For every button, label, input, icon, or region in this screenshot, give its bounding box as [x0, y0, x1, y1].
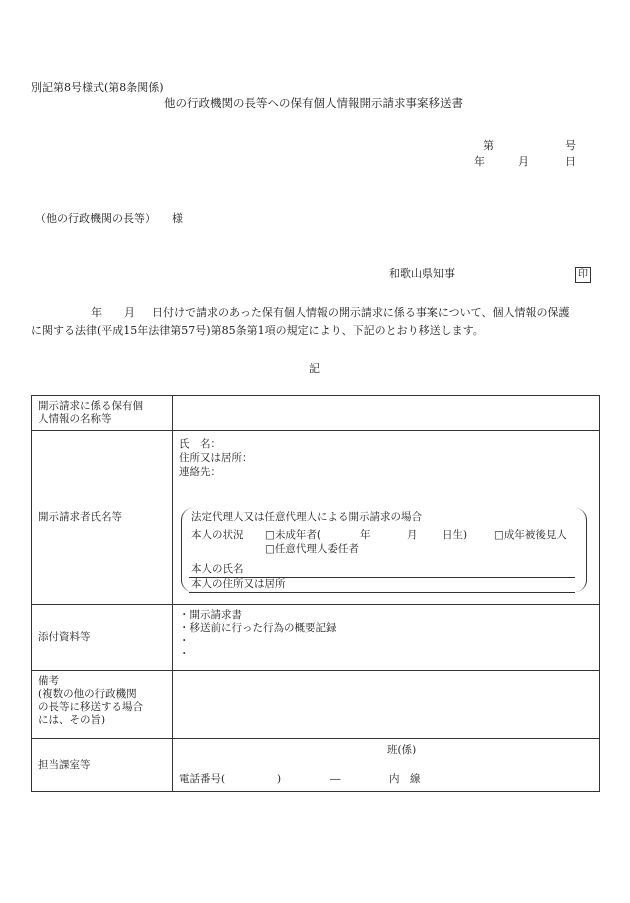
attachment-item: ・開示請求書	[179, 609, 242, 621]
label-contact-office-text: 担当課室等	[38, 758, 91, 771]
row-contact-office	[32, 739, 600, 792]
attachment-item: ・移送前に行った行為の概要記録	[179, 622, 337, 634]
ref-go: 号	[565, 139, 576, 152]
ref-dai: 第	[483, 139, 494, 152]
date-year: 年	[474, 155, 485, 168]
agent-heading: 法定代理人又は任意代理人による開示請求の場合	[191, 511, 422, 523]
label-remarks	[32, 671, 173, 739]
phone-dash: ―	[330, 773, 341, 785]
principal-address-label: 本人の住所又は居所	[191, 578, 286, 590]
principal-address-line	[189, 592, 575, 593]
value-requester[interactable]	[173, 431, 600, 605]
value-remarks[interactable]	[173, 671, 600, 739]
attachment-item: ・	[179, 648, 190, 660]
label-info-name-2: 人情報の名称等	[38, 413, 112, 425]
section-label: 班(係)	[387, 744, 417, 756]
row-remarks	[32, 671, 600, 739]
seal-mark: 印	[575, 267, 591, 283]
principal-status-label: 本人の状況	[191, 529, 244, 541]
label-remarks-1: 備考	[38, 675, 59, 687]
body-year: 年	[91, 306, 102, 319]
label-remarks-4: には、その旨)	[38, 714, 106, 726]
transfer-details-table	[31, 395, 600, 792]
label-remarks-3: の長等に移送する場合	[38, 701, 143, 713]
requester-contact: 連絡先：	[179, 466, 221, 478]
label-remarks-2: (複数の他の行政機関	[38, 688, 137, 700]
attachment-item: ・	[179, 635, 190, 647]
extension-label: 内 線	[389, 773, 421, 785]
value-contact-office[interactable]	[173, 739, 600, 792]
label-info-name-1: 開示請求に係る保有個	[38, 400, 143, 412]
label-requester	[32, 431, 173, 605]
requester-address: 住所又は居所：	[179, 452, 253, 464]
body-month: 月	[124, 306, 135, 319]
body-line1: 日付けで請求のあった保有個人情報の開示請求に係る事案について、個人情報の保護	[152, 306, 570, 319]
birth-year: 年	[360, 529, 371, 541]
row-attachments	[32, 605, 600, 671]
minor-checkbox[interactable]: □未成年者(	[265, 529, 322, 541]
phone-close: )	[277, 773, 282, 785]
phone-label: 電話番号(	[179, 773, 226, 785]
birth-month: 月	[407, 529, 418, 541]
document-title: 他の行政機関の長等への保有個人情報開示請求事案移送書	[164, 96, 463, 110]
label-requester-text: 開示請求者氏名等	[38, 511, 122, 523]
row-info-name	[32, 396, 600, 431]
value-info-name[interactable]	[173, 396, 600, 431]
label-attachments-text: 添付資料等	[38, 631, 91, 643]
requester-name: 氏 名：	[179, 438, 221, 450]
form-number: 別記第8号様式(第8条関係)	[31, 81, 164, 94]
addressee-honorific: 様	[172, 212, 183, 225]
birth-day: 日生)	[442, 529, 468, 541]
label-contact-office	[32, 739, 173, 792]
value-attachments[interactable]	[173, 605, 600, 671]
label-info-name	[32, 396, 173, 431]
date-month: 月	[518, 155, 529, 168]
adult-guardian-checkbox[interactable]: □成年被後見人	[494, 529, 567, 541]
sender-name: 和歌山県知事	[389, 267, 455, 280]
ki-heading: 記	[309, 362, 320, 375]
addressee: （他の行政機関の長等）	[35, 212, 156, 225]
date-day: 日	[565, 155, 576, 168]
row-requester	[32, 431, 600, 605]
label-attachments	[32, 605, 173, 671]
delegate-checkbox[interactable]: □任意代理人委任者	[265, 543, 359, 555]
principal-name-label: 本人の氏名	[191, 563, 244, 575]
body-line2: に関する法律(平成15年法律第57号)第85条第1項の規定により、下記のとおり移送します。	[31, 324, 484, 337]
